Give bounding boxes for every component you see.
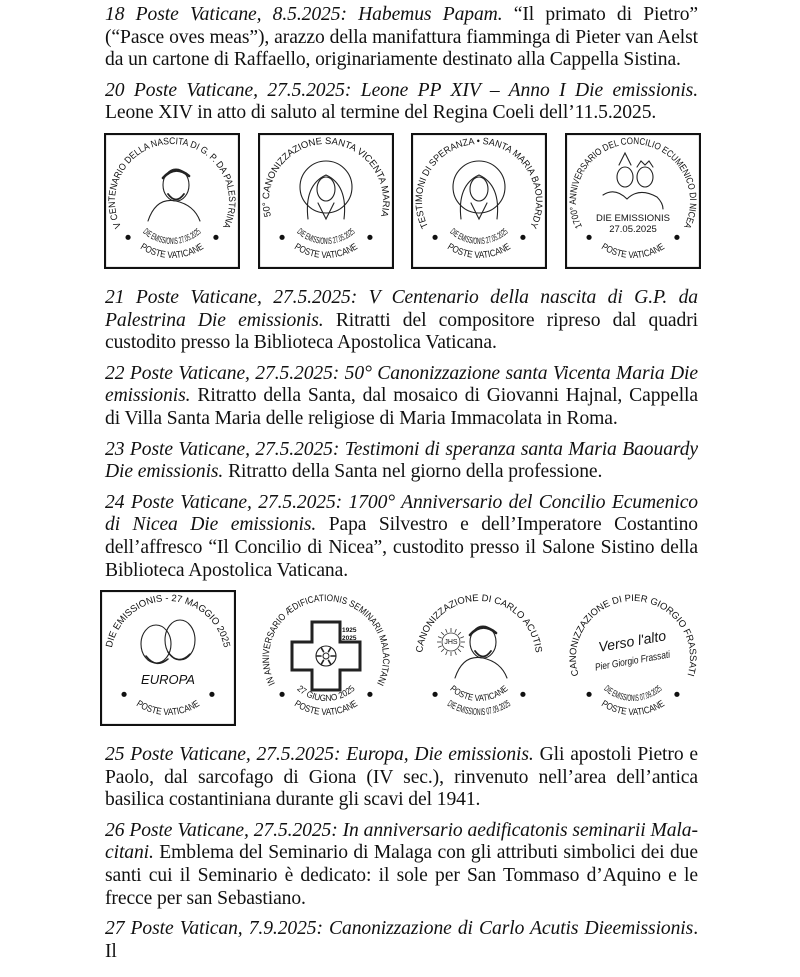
- stamp-frame: [101, 591, 235, 725]
- entry-number: 25: [105, 744, 125, 766]
- bullet-dot-icon: [367, 692, 372, 697]
- bullet-dot-icon: [432, 235, 437, 240]
- stamp-center-text: DIE EMISSIONIS: [596, 212, 670, 224]
- postmark-stamp: [100, 590, 236, 726]
- entry-number: 26: [105, 819, 125, 841]
- entry-description: Emblema del Seminario di Malaga con gli attributi simbolici dei due santi cui il Seminario è dedicato: il sole per San Tommaso d’Aquino e le frecce per san Sebastiano.: [105, 842, 698, 909]
- stamp-bottom-arc-text: DIE EMISSIONIS 07.09.2025: [445, 697, 515, 719]
- postmark-stamp: [411, 590, 547, 726]
- entry-title: Poste Vaticane, 27.5.2025: Testimoni di speranza santa Maria Baouardy Die emissionis.: [105, 438, 698, 483]
- stamp-top-arc-text: CANONIZZAZIONE DI PIER GIORGIO FRASSATI: [567, 593, 699, 678]
- stamp-center-text: Pier Giorgio Frassati: [594, 646, 686, 674]
- entry-title: Poste Vaticane, 27.5.2025: In anniversario aedificatonis seminarii Malacitani.: [105, 819, 698, 864]
- stamp-top-arc-text: TESTIMONI DI SPERANZA • SANTA MARIA BAOUARDY: [413, 135, 545, 231]
- stamp-top-arc-text: IN ANNIVERSARIO ÆDIFICATIONIS SEMINARII MALACITANI: [260, 593, 392, 688]
- entry-number: 21: [105, 286, 125, 308]
- stamp-top-arc-text: V CENTENARIO DELLA NASCITA DI G. P. DA PALESTRINA: [106, 135, 238, 231]
- entry-number: 18: [105, 4, 125, 25]
- bullet-dot-icon: [520, 692, 525, 697]
- entry-title: Poste Vaticane, 27.5.2025: 50° Canonizzazione santa Vicenta Maria Die emissionis.: [105, 362, 698, 407]
- entry-26: [105, 820, 698, 910]
- postmark-stamp: [565, 133, 701, 269]
- stamp-bottom-arc-text: POSTE VATICANE: [599, 697, 668, 719]
- stamp-top-arc-text: 1700° ANNIVERSARIO DEL CONCILIO ECUMENICO DI NICEA: [567, 135, 699, 231]
- postmark-stamp: [565, 590, 701, 726]
- entry-description: . Il: [105, 918, 698, 962]
- bullet-dot-icon: [520, 235, 525, 240]
- stamp-inner-arc-text: DIE EMISSIONIS 07.09.2025: [602, 682, 666, 704]
- postmark-row-2: [0, 590, 800, 726]
- entry-24: [105, 492, 698, 582]
- stamp-bottom-arc-text: POSTE VATICANE: [445, 240, 514, 262]
- bullet-dot-icon: [213, 235, 218, 240]
- stamp-center-text: EUROPA: [141, 672, 195, 688]
- entry-title: Poste Vaticane, 27.5.2025: Europa, Die emissionis.: [130, 744, 534, 766]
- entry-title: Poste Vatican, 7.9.2025: Canonizzazione di Carlo Acutis Dieemissionis: [130, 918, 694, 940]
- postmark-row-1: [0, 133, 800, 269]
- stamp-inner-arc-text: 27 GIUGNO 2025: [295, 683, 358, 704]
- bullet-dot-icon: [674, 692, 679, 697]
- postmark-stamp: [258, 590, 394, 726]
- stamp-top-arc-text: CANONIZZAZIONE DI CARLO ACUTIS: [414, 593, 544, 654]
- postmark-stamp: [258, 133, 394, 269]
- bullet-dot-icon: [209, 692, 214, 697]
- bullet-dot-icon: [586, 235, 591, 240]
- entry-description: Ritratti del compositore ripreso dal quadri custodito presso la Biblioteca Apostolica Vaticana.: [105, 309, 698, 354]
- entry-25: [105, 744, 698, 812]
- entry-number: 27: [105, 918, 125, 940]
- stamp-center-text: 27.05.2025: [609, 223, 657, 235]
- entry-23: [105, 439, 698, 484]
- stamp-center-text: Verso l'alto: [597, 627, 668, 655]
- bullet-dot-icon: [432, 692, 437, 697]
- entry-description: Papa Silvestro e dell’Imperatore Costantino dell’affresco “Il Concilio di Nicea”, custodito presso il Salone Sistino della Biblioteca Apostolica Vaticana.: [105, 514, 698, 581]
- entry-title: Poste Vaticane, 27.5.2025: 1700° Anniversario del Concilio Ecumenico di Nicea Die emissionis.: [105, 491, 698, 536]
- stamp-frame: [566, 134, 700, 268]
- entry-number: 22: [105, 362, 125, 384]
- entry-description: “Il primato di Pietro” (“Pasce oves meas”), arazzo della manifattura fiamminga di Pieter van Aelst da un cartone di Raffaello, originariamente destinato alla Cappella Sistina.: [105, 4, 698, 71]
- bullet-dot-icon: [121, 692, 126, 697]
- stamp-center-text: 1925: [342, 627, 357, 635]
- entry-22: [105, 363, 698, 431]
- entry-title: Poste Vaticane, 8.5.2025: Habemus Papam.: [135, 4, 503, 25]
- stamp-top-arc-text: DIE EMISSIONIS - 27 MAGGIO 2025: [104, 593, 232, 649]
- stamp-bottom-arc-text: POSTE VATICANE: [599, 240, 668, 262]
- entry-21: [105, 287, 698, 355]
- stamp-inner-arc-text: POSTE VATICANE: [448, 682, 511, 704]
- entry-description: Leone XIV in atto di saluto al termine del Regina Coeli dell’11.5.2025.: [105, 102, 657, 124]
- stamp-bottom-arc-text: POSTE VATICANE: [292, 240, 361, 262]
- bullet-dot-icon: [279, 692, 284, 697]
- entry-20: [105, 80, 698, 125]
- stamp-bottom-arc-text: POSTE VATICANE: [138, 240, 207, 262]
- bullet-dot-icon: [674, 235, 679, 240]
- stamp-bottom-arc-text: POSTE VATICANE: [134, 697, 203, 719]
- stamp-top-arc-text: 50° CANONIZZAZIONE SANTA VICENTA MARIA: [260, 135, 392, 218]
- stamp-inner-arc-text: DIE EMISSIONIS 27.05.2025: [295, 224, 359, 247]
- stamp-inner-arc-text: DIE EMISSIONIS 27.05.2025: [141, 224, 205, 247]
- portrait-youth-icon: [455, 626, 507, 678]
- stamp-center-text: JHS: [444, 639, 458, 647]
- stamp-center-text: 2025: [342, 635, 357, 643]
- postmark-stamp: [104, 133, 240, 269]
- bullet-dot-icon: [367, 235, 372, 240]
- bullet-dot-icon: [279, 235, 284, 240]
- entry-number: 23: [105, 438, 125, 460]
- stamp-inner-arc-text: DIE EMISSIONIS 27.05.2025: [448, 224, 512, 247]
- entry-18: [105, 4, 698, 72]
- postmark-stamp: [411, 133, 547, 269]
- stamp-bottom-arc-text: POSTE VATICANE: [292, 697, 361, 719]
- entry-27: [105, 918, 698, 963]
- entry-number: 20: [105, 79, 125, 101]
- entry-number: 24: [105, 491, 125, 513]
- entry-description: Gli apostoli Pietro e Paolo, dal sarcofago di Giona (IV sec.), rinvenuto nell’area dell’antica basilica costantiniana durante gli scavi del 1941.: [105, 744, 698, 811]
- bullet-dot-icon: [125, 235, 130, 240]
- bullet-dot-icon: [586, 692, 591, 697]
- entry-title: Poste Vaticane, 27.5.2025: Leone PP XIV – Anno I Die emissionis.: [133, 79, 698, 101]
- entry-description: Ritratto della Santa, dal mosaico di Giovanni Hajnal, Cappella di Villa Santa Maria delle religiose di Maria Immacolata in Roma.: [105, 385, 698, 429]
- entry-title: Poste Vaticane, 27.5.2025: V Centenario della nascita di G.P. da Palestrina Die emissionis.: [105, 286, 698, 331]
- entry-description: Ritratto della Santa nel giorno della professione.: [228, 461, 603, 483]
